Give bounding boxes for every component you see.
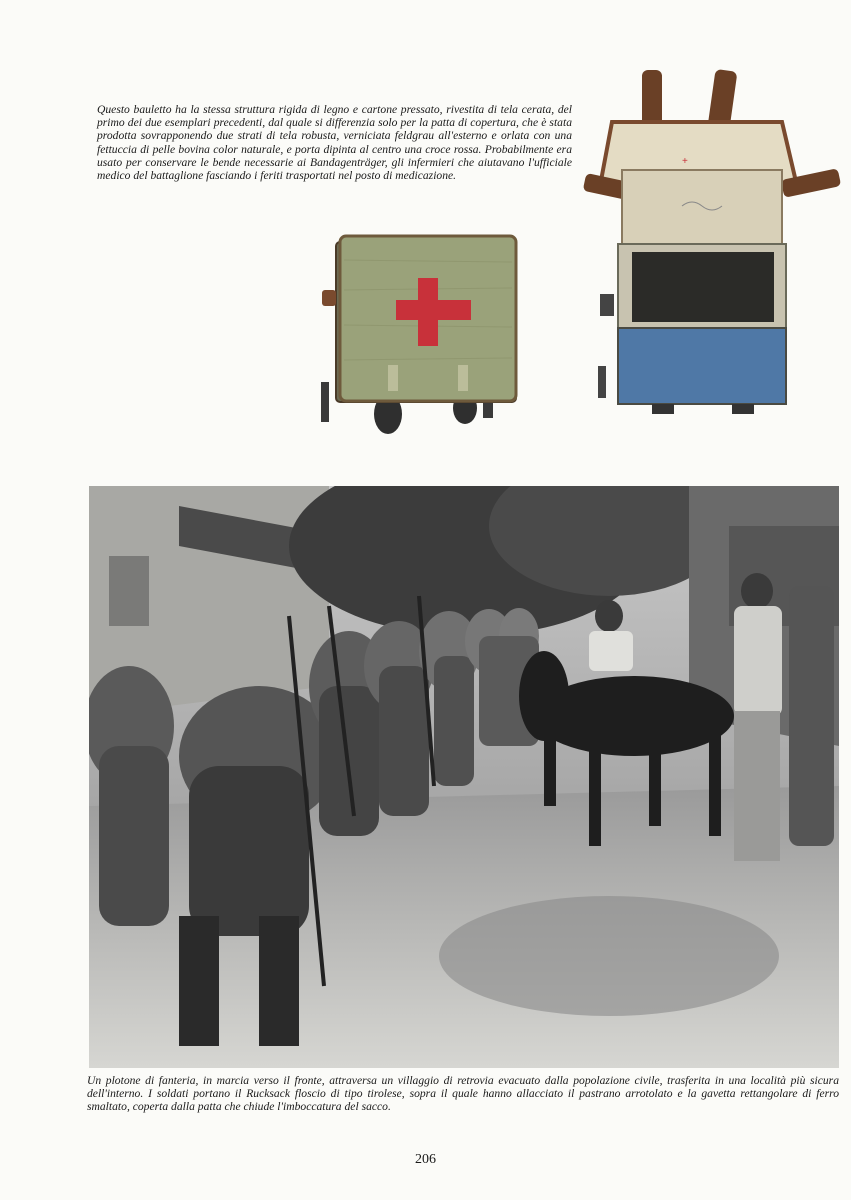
page-number: 206	[415, 1152, 436, 1167]
svg-text:+: +	[682, 156, 688, 167]
closed-medical-bag-image	[318, 230, 523, 435]
open-medical-bag-image	[582, 66, 844, 422]
infantry-march-photograph	[89, 486, 839, 1068]
photograph-scene	[89, 486, 839, 1068]
top-caption: Questo bauletto ha la stessa struttura rigida di legno e cartone pressato, rivestita di tela cerata, del primo dei due esemplari precedenti, dal quale si differenzia solo per la patta di copertura, che è stata prodotta sovrapponendo due strati di tela robusta, verniciata feldgrau all'esterno e orlata con una fettuccia di pelle bovina color naturale, e porta dipinta al centro una croce rossa. Probabilmente era usato per conservare le bende necessarie ai Bandagenträger, gli infermieri che aiutavano l'ufficiale medico del battaglione fasciando i feriti trasportati nel posto di medicazione.	[97, 103, 572, 183]
bottom-caption: Un plotone di fanteria, in marcia verso il fronte, attraversa un villaggio di retrovia evacuato dalla popolazione civile, trasferita in una località più sicura dell'interno. I soldati portano il Rucksack floscio di tipo tirolese, sopra il quale hanno allacciato il pastrano arrotolato e la gavetta rettangolare di ferro smaltato, coperta dalla patta che chiude l'imboccatura del sacco.	[87, 1074, 839, 1113]
